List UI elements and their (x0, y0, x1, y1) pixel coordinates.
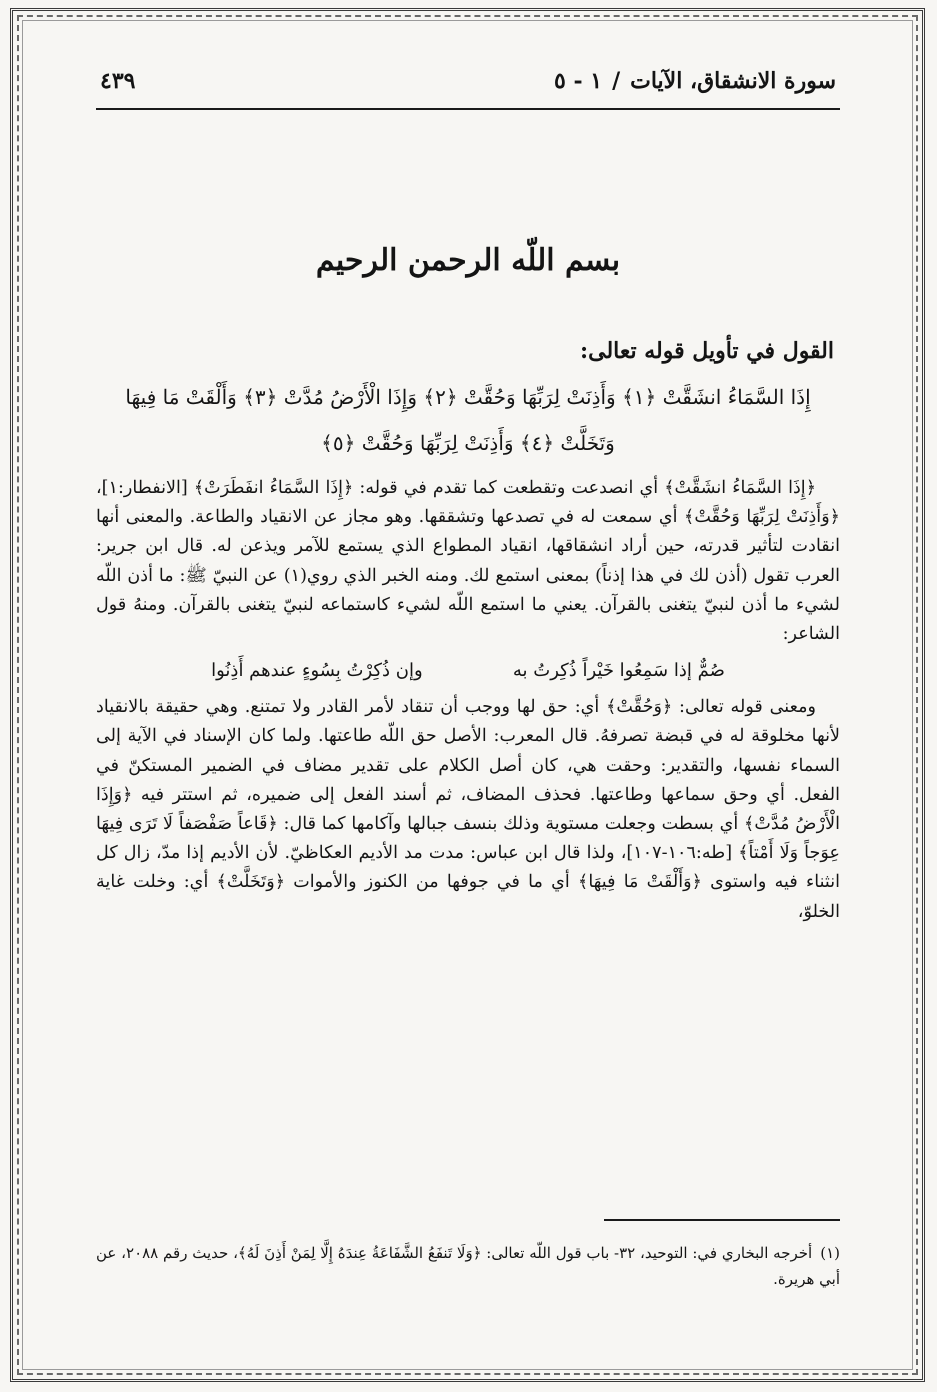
running-title (554, 68, 836, 94)
poem-hemistich-second: وإن ذُكِرْتُ بِسُوءٍ عندهم أَذِنُوا (211, 660, 423, 682)
section-heading: القول في تأويل قوله تعالى: (580, 338, 834, 364)
poem-verse (96, 649, 840, 693)
quran-verse-block (96, 374, 840, 466)
poem-hemistich-first: صُمٌّ إذا سَمِعُوا خَيْراً ذُكِرتُ به (512, 660, 725, 682)
footnote (96, 1240, 840, 1292)
surah-title: سورة الانشقاق، الآيات (630, 68, 836, 94)
verse-line: وَتَخَلَّتْ ﴿٤﴾ وَأَذِنَتْ لِرَبِّهَا وَحُقَّتْ ﴿٥﴾ (321, 431, 615, 455)
basmala: بسم اللّه الرحمن الرحيم (315, 243, 621, 278)
running-header (96, 68, 840, 110)
verse-line: إِذَا السَّمَاءُ انشَقَّتْ ﴿١﴾ وَأَذِنَتْ لِرَبِّهَا وَحُقَّتْ ﴿٢﴾ وَإِذَا الْأَرْضُ مُدَّتْ ﴿٣﴾ وَأَلْقَتْ مَا فِيهَا (125, 385, 811, 409)
footnote-number: (١) (820, 1244, 840, 1262)
footnote-text: أخرجه البخاري في: التوحيد، ٣٢- باب قول اللّه تعالى: ﴿وَلَا تَنفَعُ الشَّفَاعَةُ عِندَهُ إِلَّا لِمَنْ أَذِنَ لَهُ﴾، حديث رقم ٢٠٨٨، عن أبي هريرة. (96, 1244, 840, 1288)
commentary-text (96, 474, 840, 927)
page-content (96, 68, 840, 1328)
paragraph: ﴿إِذَا السَّمَاءُ انشَقَّتْ﴾ أي انصدعت وتقطعت كما تقدم في قوله: ﴿إِذَا السَّمَاءُ انفَطَرَتْ﴾ [الانفطار:١]، ﴿وَأَذِنَتْ لِرَبِّهَا وَحُقَّتْ﴾ أي سمعت له في تصدعها وتشققها. وهو مجاز عن الانقياد والطاعة. والمعنى أنها انقادت لتأثير قدرته، حين أراد انشقاقها، انقياد المطواع الذي يستمع للآمر ويذعن له. قال ابن جرير: العرب تقول (أذن لك في هذا إذناً) بمعنى استمع لك. ومنه الخبر الذي روي(١) عن النبيّ ﷺ: ما أذن اللّه لشيء ما أذن لنبيّ يتغنى بالقرآن. يعني ما استمع اللّه لشيء كاستماعه لنبيّ يتغنى بالقرآن. ومنهُ قول الشاعر: (96, 478, 840, 645)
paragraph: ومعنى قوله تعالى: ﴿وَحُقَّتْ﴾ أي: حق لها ووجب أن تنقاد لأمر القادر ولا تمتنع. وهي حقيقة بالانقياد لأنها مخلوقة له في قبضة تصرفهُ. قال المعرب: الأصل حق اللّه طاعتها. ولما كان الإسناد في الآية إلى السماء نفسها، والتقدير: وحقت هي، كان أصل الكلام على تقدير مضاف في الضمير المستكنّ في الفعل. أي وحق سماعها وطاعتها. فحذف المضاف، ثم أسند الفعل إلى ضميره، ثم استتر فيه ﴿وَإِذَا الْأَرْضُ مُدَّتْ﴾ أي بسطت وجعلت مستوية وذلك بنسف جبالها وآكامها كما قال: ﴿قَاعاً صَفْصَفاً لَا تَرَى فِيهَا عِوَجاً وَلَا أَمْتاً﴾ [طه:١٠٦-١٠٧]، ولذا قال ابن عباس: مدت مد الأديم العكاظيّ. لأن الأديم إذا مدّ، زال كل انثناء فيه واستوى ﴿وَأَلْقَتْ مَا فِيهَا﴾ أي ما في جوفها من الكنوز والأموات ﴿وَتَخَلَّتْ﴾ أي: وخلت غاية الخلوّ، (96, 697, 840, 922)
title-separator: / (612, 68, 621, 94)
footnote-divider (604, 1219, 840, 1221)
verse-range: ١ - ٥ (553, 68, 603, 94)
page-number: ٤٣٩ (100, 68, 136, 94)
